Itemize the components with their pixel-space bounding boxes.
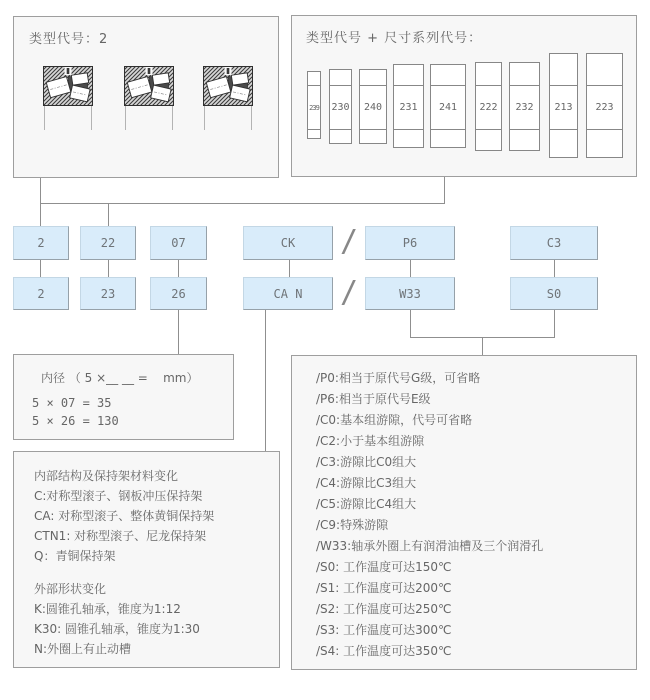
connector-line — [265, 310, 266, 451]
connector-line — [289, 260, 290, 277]
size-series-bar-231 — [393, 64, 424, 148]
suffix-codes-panel — [291, 355, 637, 670]
size-series-panel — [291, 15, 637, 177]
bearing-cross-section-illustration — [14, 65, 280, 131]
size-series-bar-232 — [509, 62, 540, 151]
type-code-panel — [13, 16, 279, 178]
internal-material-line: Q：青铜保持架 — [34, 549, 116, 563]
connector-line — [444, 177, 445, 204]
type-code-title: 类型代号：2 — [29, 32, 109, 47]
slash-separator: / — [339, 224, 359, 259]
suffix-line: /P6:相当于原代号E级 — [316, 392, 431, 406]
external-shape-line: K:圆锥孔轴承，锥度为1:12 — [34, 602, 181, 616]
bore-example-row: 5 × 26 = 130 — [32, 414, 119, 428]
size-series-label: 231 — [399, 102, 418, 113]
size-series-title: 类型代号 + 尺寸系列代号： — [306, 31, 483, 46]
connector-line — [108, 203, 109, 226]
size-series-label: 241 — [438, 102, 458, 113]
size-series-bar-223 — [586, 53, 623, 158]
code-box-bore-2: 26 — [150, 277, 207, 310]
suffix-line: /C4:游隙比C3组大 — [316, 476, 417, 490]
size-series-label: 213 — [554, 102, 573, 113]
suffix-line: /C0:基本组游隙，代号可省略 — [316, 413, 473, 427]
bore-diameter-panel — [13, 354, 234, 440]
internal-structure-panel — [13, 451, 280, 668]
code-box-bore-1: 07 — [150, 226, 207, 260]
connector-line — [410, 310, 411, 337]
suffix-line: /S0: 工作温度可达150℃ — [316, 560, 452, 574]
size-series-label: 222 — [479, 102, 498, 113]
connector-line — [554, 310, 555, 337]
bore-formula-title: 内径 （ 5 ×__ __ = mm） — [41, 371, 199, 385]
external-shape-line: K30: 圆锥孔轴承，锥度为1:30 — [34, 622, 200, 636]
suffix-line: /W33:轴承外圈上有润滑油槽及三个润滑孔 — [316, 539, 544, 553]
code-box-clearance-2: S0 — [510, 277, 598, 310]
external-shape-title: 外部形状变化 — [34, 582, 107, 596]
suffix-line: /C3:游隙比C0组大 — [316, 455, 417, 469]
size-series-bar-239 — [307, 71, 321, 139]
connector-line — [178, 310, 179, 354]
code-box-series-1: 22 — [80, 226, 136, 260]
connector-line — [40, 203, 445, 204]
slash-separator: / — [339, 275, 359, 310]
connector-line — [554, 260, 555, 277]
suffix-line: /S1: 工作温度可达200℃ — [316, 581, 452, 595]
size-series-bar-241 — [430, 64, 466, 148]
code-box-clearance-1: C3 — [510, 226, 598, 260]
bore-example-row: 5 × 07 = 35 — [32, 396, 112, 410]
code-box-type-2: 2 — [13, 277, 69, 310]
size-series-label: 232 — [515, 102, 534, 113]
connector-line — [108, 260, 109, 277]
suffix-line: /S2: 工作温度可达250℃ — [316, 602, 452, 616]
code-box-suffix-1: P6 — [365, 226, 455, 260]
connector-line — [482, 337, 483, 355]
size-series-label: 240 — [363, 102, 383, 113]
connector-line — [40, 178, 41, 226]
code-box-internal-2: CA N — [243, 277, 333, 310]
internal-material-title: 内部结构及保持架材料变化 — [34, 469, 179, 483]
suffix-line: /C9:特殊游隙 — [316, 518, 389, 532]
code-box-suffix-2: W33 — [365, 277, 455, 310]
size-series-label: 239 — [309, 103, 319, 112]
code-box-internal-1: CK — [243, 226, 333, 260]
size-series-label: 230 — [331, 102, 350, 113]
internal-material-line: C:对称型滚子、钢板冲压保持架 — [34, 489, 203, 503]
connector-line — [40, 260, 41, 277]
suffix-line: /P0:相当于原代号G级，可省略 — [316, 371, 481, 385]
size-series-label: 223 — [595, 102, 614, 113]
suffix-line: /C2:小于基本组游隙 — [316, 434, 425, 448]
size-series-bar-213 — [549, 53, 578, 158]
code-box-type: 2 — [13, 226, 69, 260]
internal-material-line: CA: 对称型滚子、整体黄铜保持架 — [34, 509, 215, 523]
connector-line — [410, 260, 411, 277]
size-series-bar-222 — [475, 62, 502, 151]
external-shape-line: N:外圈上有止动槽 — [34, 642, 132, 656]
size-series-bar-240 — [359, 69, 387, 144]
connector-line — [178, 260, 179, 277]
code-box-series-2: 23 — [80, 277, 136, 310]
size-series-bar-230 — [329, 69, 352, 144]
internal-material-line: CTN1: 对称型滚子、尼龙保持架 — [34, 529, 207, 543]
suffix-line: /C5:游隙比C4组大 — [316, 497, 417, 511]
suffix-line: /S4: 工作温度可达350℃ — [316, 644, 452, 658]
suffix-line: /S3: 工作温度可达300℃ — [316, 623, 452, 637]
